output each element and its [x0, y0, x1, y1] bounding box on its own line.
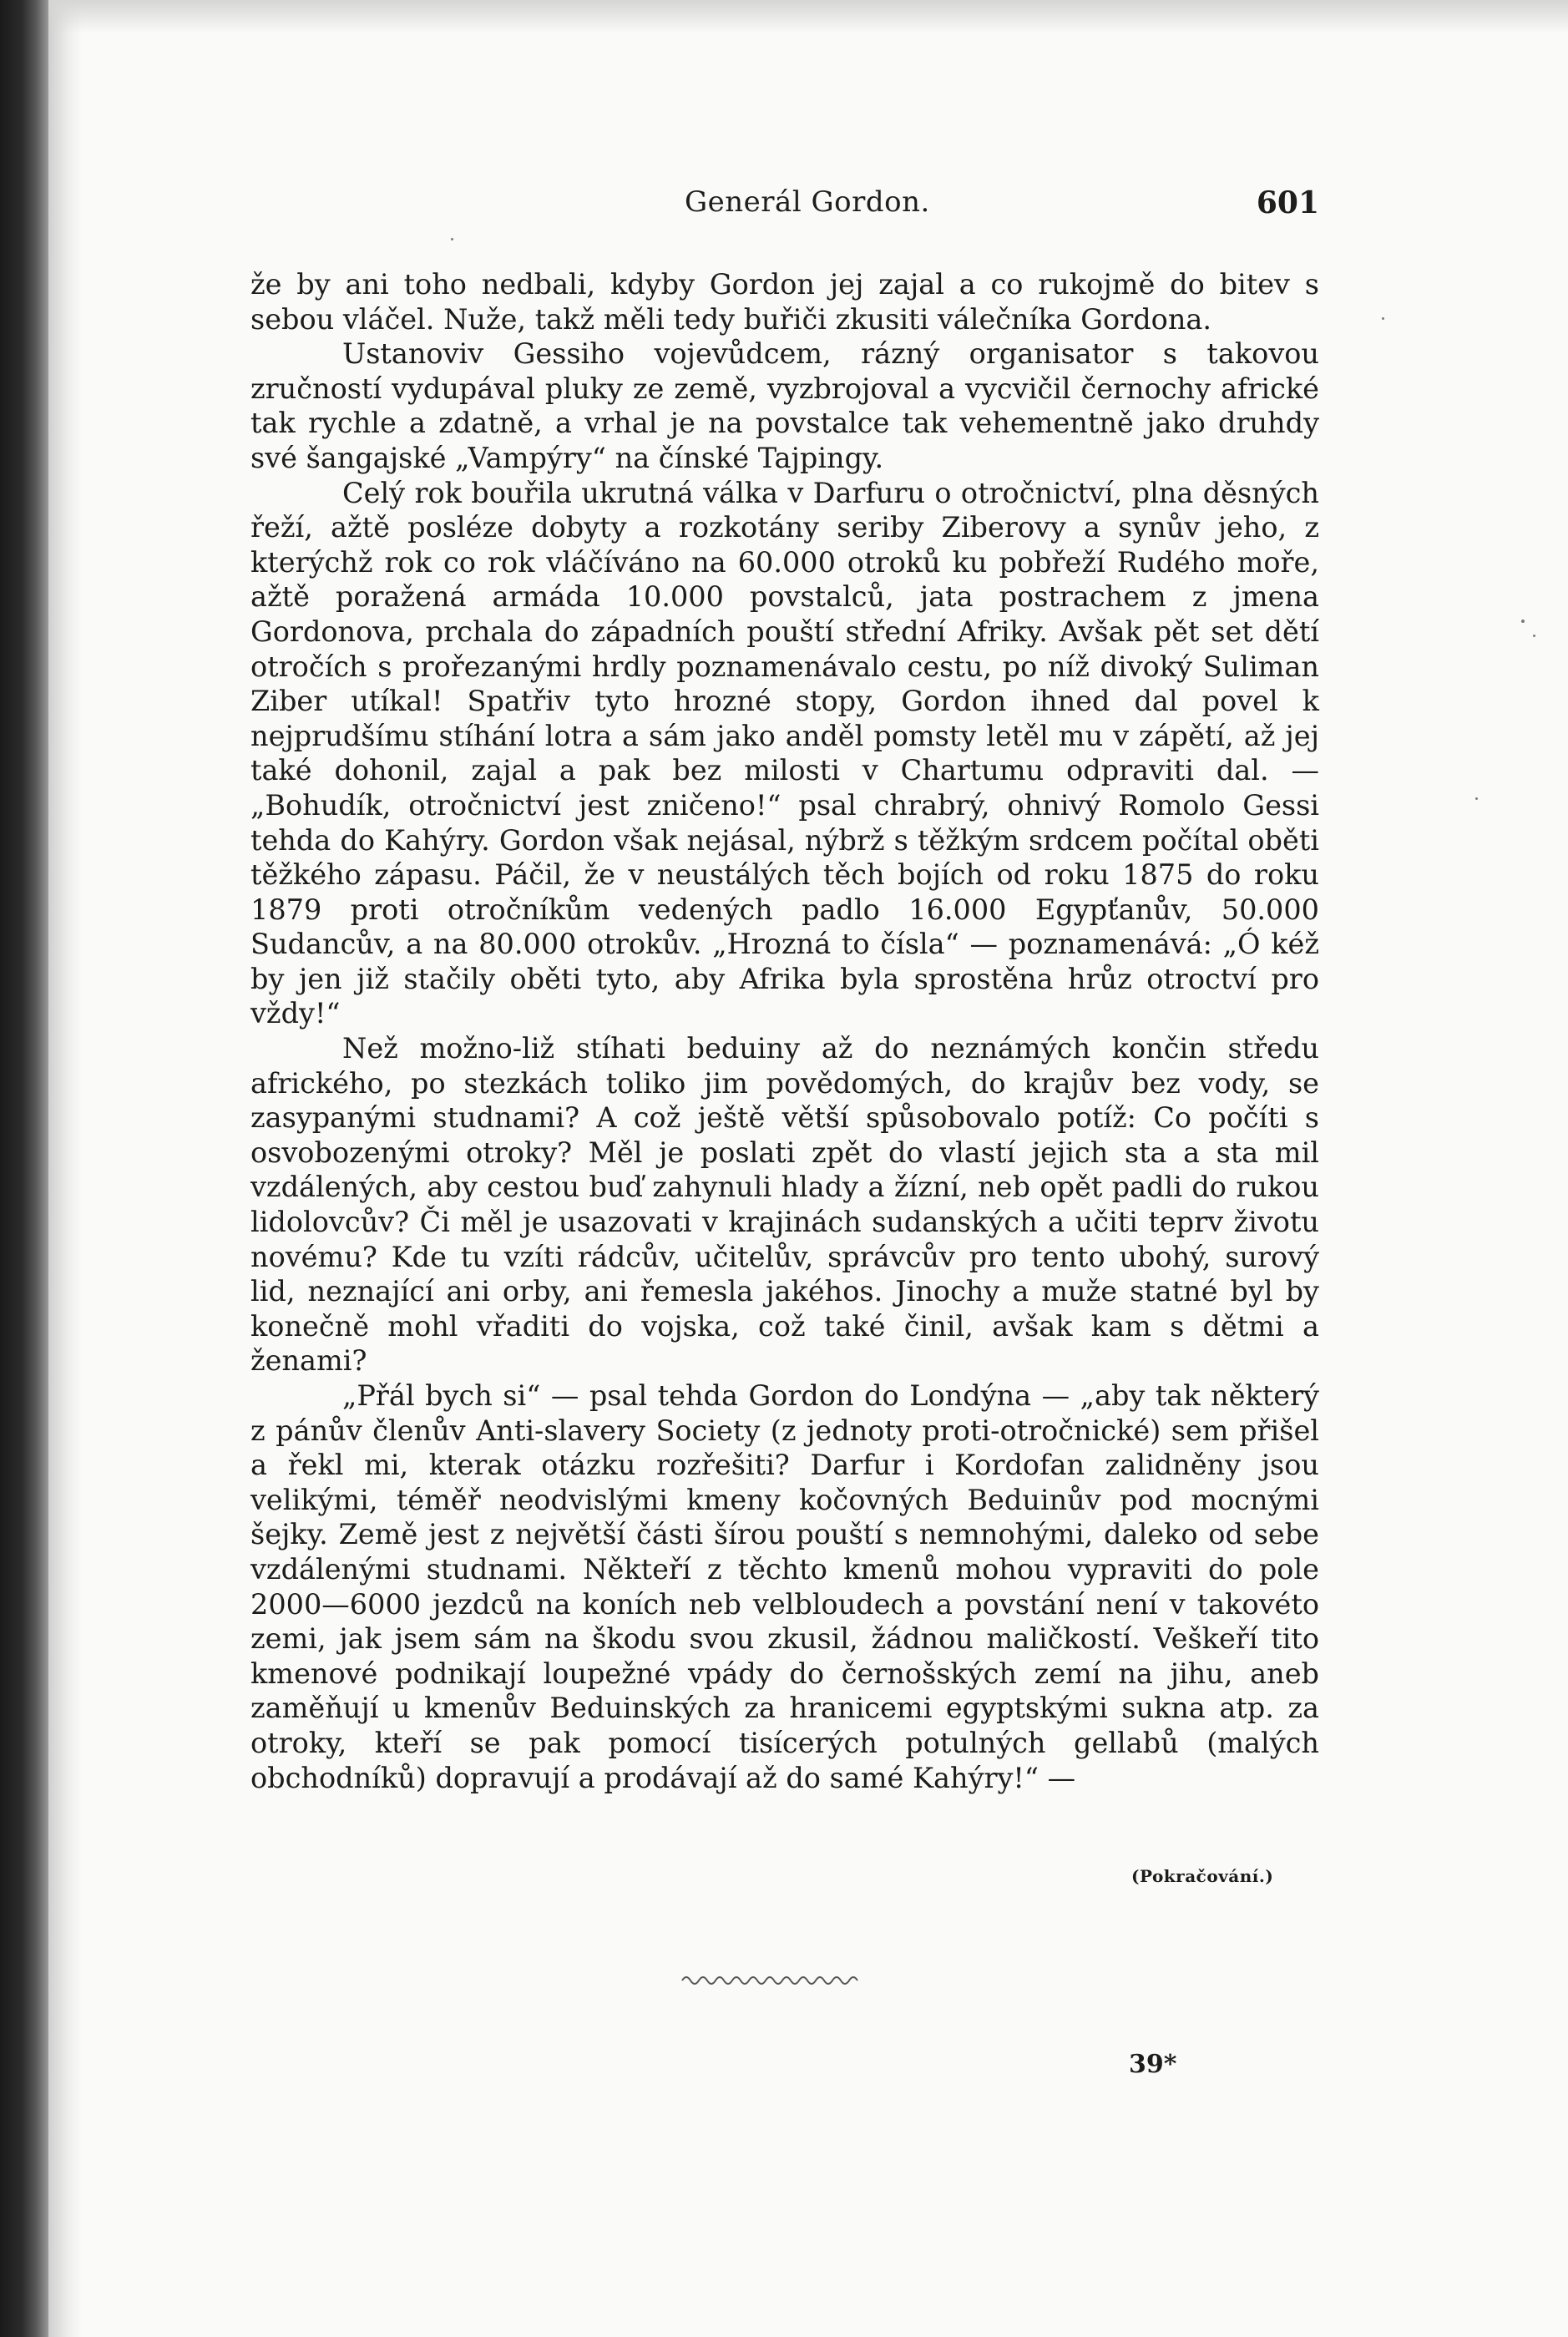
- paragraph: Než možno-liž stíhati beduiny až do neznámých končin středu afrického, po stezkách toliko jim povědomých, do krajův bez vody, se zasypanými studnami? A což ještě větší spůsobovalo potíž: Co počíti s osvobozenými otroky? Měl je poslati zpět do vlastí jejich sta a sta mil vzdálených, aby cestou buď zahynuli hlady a žízní, neb opět padli do rukou lidolovcův? Či měl je usazovati v krajinách sudanských a učiti teprv životu novému? Kde tu vzíti rádcův, učitelův, správcův pro tento ubohý, surový lid, neznající ani orby, ani řemesla jakéhos. Jinochy a muže statné byl by konečně mohl vřaditi do vojska, což také činil, avšak kam s dětmi a ženami?: [250, 1032, 1319, 1378]
- paper-speck: [1521, 620, 1525, 623]
- continued-note: (Pokračování.): [1131, 1866, 1274, 1886]
- paragraph: Ustanoviv Gessiho vojevůdcem, rázný organisator s takovou zručností vydupával pluky ze země, vyzbrojoval a vycvičil černochy africké tak rychle a zdatně, a vrhal je na povstalce tak vehementně jako druhdy své šangajské „Vampýry“ na čínské Tajpingy.: [250, 337, 1319, 474]
- page-number: 601: [1256, 185, 1319, 220]
- wavy-divider-ornament: [680, 1969, 864, 1989]
- body-text: [250, 267, 1319, 1795]
- paper-speck: [1475, 797, 1478, 800]
- top-edge-shadow: [48, 0, 1568, 33]
- paper-speck: [1382, 317, 1384, 320]
- gutter-fade: [48, 0, 82, 2337]
- paragraph: „Přál bych si“ — psal tehda Gordon do Londýna — „aby tak některý z pánův členův Anti-slavery Society (z jednoty proti-otročnické) sem přišel a řekl mi, kterak otázku rozřešiti? Darfur i Kordofan zalidněny jsou velikými, téměř neodvislými kmeny kočovných Beduinův pod mocnými šejky. Země jest z největší části šírou pouští s nemnohými, daleko od sebe vzdálenými studnami. Někteří z těchto kmenů mohou vypraviti do pole 2000—6000 jezdců na koních neb velbloudech a povstání není v takovéto zemi, jak jsem sám na škodu svou zkusil, žádnou maličkostí. Veškeří tito kmenové podnikají loupežné vpády do černošských zemí na jihu, aneb zaměňují u kmenův Beduinských za hranicemi egyptskými sukna atp. za otroky, kteří se pak pomocí tisícerých potulných gellabů (malých obchodníků) dopravují a prodávají až do samé Kahýry!“ —: [250, 1379, 1319, 1794]
- page-header: [250, 185, 1319, 235]
- running-title: Generál Gordon.: [685, 185, 930, 219]
- paragraph: Celý rok bouřila ukrutná válka v Darfuru o otročnictví, plna děsných řeží, ažtě posléze dobyty a rozkotány seriby Ziberovy a synův jeho, z kterýchž rok co rok vláčíváno na 60.000 otroků ku pobřeží Rudého moře, ažtě poražená armáda 10.000 povstalců, jata postrachem z jmena Gordonova, prchala do západních pouští střední Afriky. Avšak pět set dětí otročích s prořezanými hrdly poznamenávalo cestu, po níž divoký Suliman Ziber utíkal! Spatřiv tyto hrozné stopy, Gordon ihned dal povel k nejprudšímu stíhání lotra a sám jako anděl pomsty letěl mu v zápětí, až jej také dohonil, zajal a pak bez milosti v Chartumu odpraviti dal. — „Bohudík, otročnictví jest zničeno!“ psal chrabrý, ohnivý Romolo Gessi tehda do Kahýry. Gordon však nejásal, nýbrž s těžkým srdcem počítal oběti těžkého zápasu. Páčil, že v neustálých těch bojích od roku 1875 do roku 1879 proti otročníkům vedených padlo 16.000 Egypťanův, 50.000 Sudancův, a na 80.000 otrokův. „Hrozná to čísla“ — poznamenává: „Ó kéž by jen již stačily oběti tyto, aby Afrika byla sprostěna hrůz otroctví pro vždy!“: [250, 476, 1319, 1030]
- paper-speck: [451, 238, 453, 240]
- printer-signature-mark: 39*: [1129, 2050, 1177, 2079]
- wavy-divider-line: [682, 1977, 857, 1984]
- paper-speck: [1533, 635, 1535, 637]
- book-binding-shadow: [0, 0, 48, 2337]
- paragraph-continuation: že by ani toho nedbali, kdyby Gordon jej zajal a co rukojmě do bitev s sebou vláčel. Nuže, takž měli tedy buřiči zkusiti válečníka Gordona.: [250, 268, 1319, 336]
